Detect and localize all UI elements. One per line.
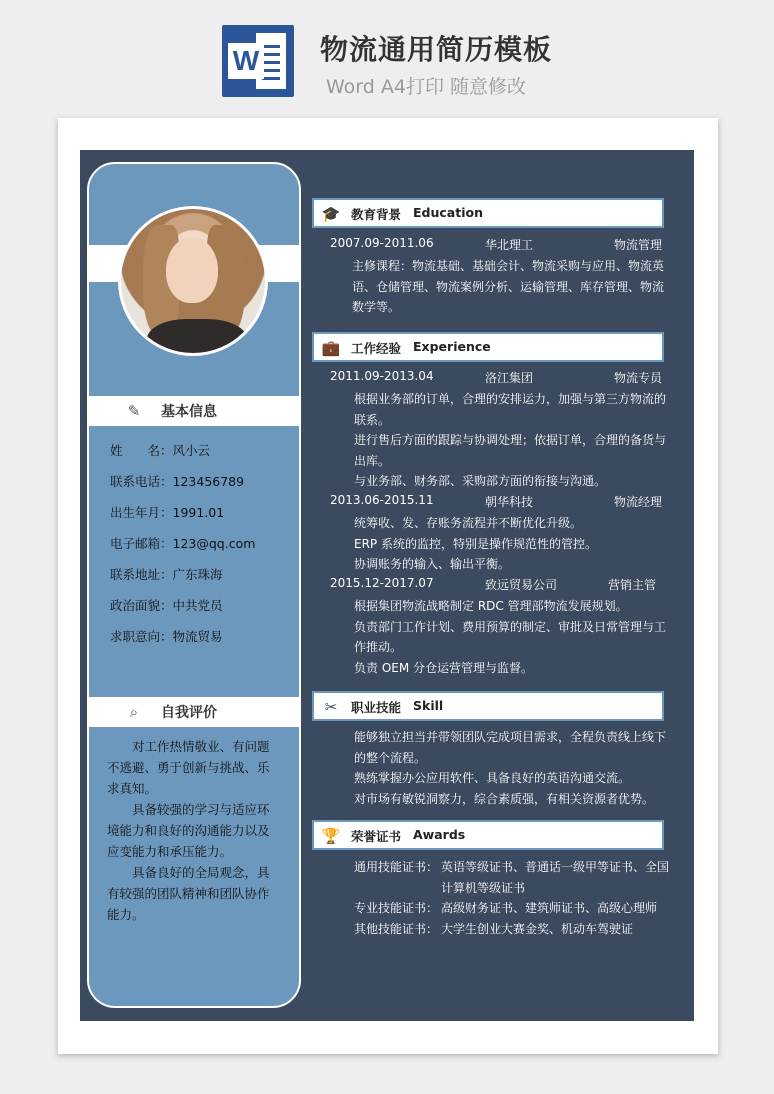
info-field: 求职意向：物流贸易 [110, 629, 223, 644]
self-eval-text [107, 736, 279, 925]
eval-para: 具备较强的学习与适应环境能力和良好的沟通能力以及应变能力和承压能力。 [107, 802, 270, 859]
magnifier-icon: ⌕ [129, 703, 139, 721]
page-subtitle: Word A4打印 随意修改 [326, 76, 527, 98]
self-eval-heading: ⌕ 自我评价 [89, 697, 299, 727]
graduation-cap-icon: 🎓 [321, 205, 341, 223]
briefcase-icon: 💼 [321, 339, 341, 357]
info-field: 出生年月：1991.01 [110, 505, 225, 520]
info-field: 政治面貌：中共党员 [110, 598, 223, 613]
trophy-icon: 🏆 [321, 827, 341, 845]
info-field: 姓 名：风小云 [110, 443, 211, 458]
banner [0, 0, 774, 118]
education-desc: 主修课程：物流基础、基础会计、物流采购与应用、物流英 语、仓储管理、物流案例分析、运输管理、库存管理、物流 数学等。 [352, 259, 665, 314]
basic-info-heading: ✎ 基本信息 [89, 396, 299, 426]
awards-list: 通用技能证书： 英语等级证书、普通话一级甲等证书、全国 计算机等级证书 专业技能证书： 高级财务证书、建筑师证书、高级心理师 其他技能证书： 大学生创业大赛金奖、机动车驾驶证 [354, 860, 670, 936]
experience-heading: 💼 工作经验 Experience [312, 332, 664, 362]
eval-para: 具备良好的全局观念，具有较强的团队精神和团队协作能力。 [107, 865, 270, 922]
education-heading: 🎓 教育背景 Education [312, 198, 664, 228]
job-desc: 根据业务部的订单，合理的安排运力，加强与第三方物流的 联系。 进行售后方面的跟踪与协调处理；依据订单，合理的备货与 出库。 与业务部、财务部、采购部方面的衔接与沟通。 [354, 392, 667, 488]
skills-heading: ✂ 职业技能 Skill [312, 691, 664, 721]
info-field: 联系电话：123456789 [110, 474, 245, 489]
job-desc: 根据集团物流战略制定 RDC 管理部物流发展规划。 负责部门工作计划、费用预算的制定、审批及日常管理与工 作推动。 负责 OEM 分仓运营管理与监督。 [354, 599, 667, 675]
edit-icon: ✎ [127, 402, 141, 420]
word-icon: W [222, 25, 294, 97]
eval-para: 对工作热情敬业、有问题不逃避、勇于创新与挑战、乐求真知。 [107, 739, 270, 796]
info-field: 联系地址：广东珠海 [110, 567, 223, 582]
info-field: 电子邮箱：123@qq.com [110, 536, 256, 551]
job-desc: 统筹收、发、存账务流程并不断优化升级。 ERP 系统的监控，特别是操作规范性的管控。 协调账务的输入、输出平衡。 [354, 516, 597, 571]
awards-heading: 🏆 荣誉证书 Awards [312, 820, 664, 850]
skills-desc: 能够独立担当并带领团队完成项目需求，全程负责线上线下 的整个流程。 熟练掌握办公应用软件、具备良好的英语沟通交流。 对市场有敏锐洞察力，综合素质强，有相关资源者优势。 [354, 730, 667, 806]
tools-icon: ✂ [324, 698, 338, 716]
avatar [118, 206, 268, 356]
page-title: 物流通用简历模板 [320, 33, 553, 66]
